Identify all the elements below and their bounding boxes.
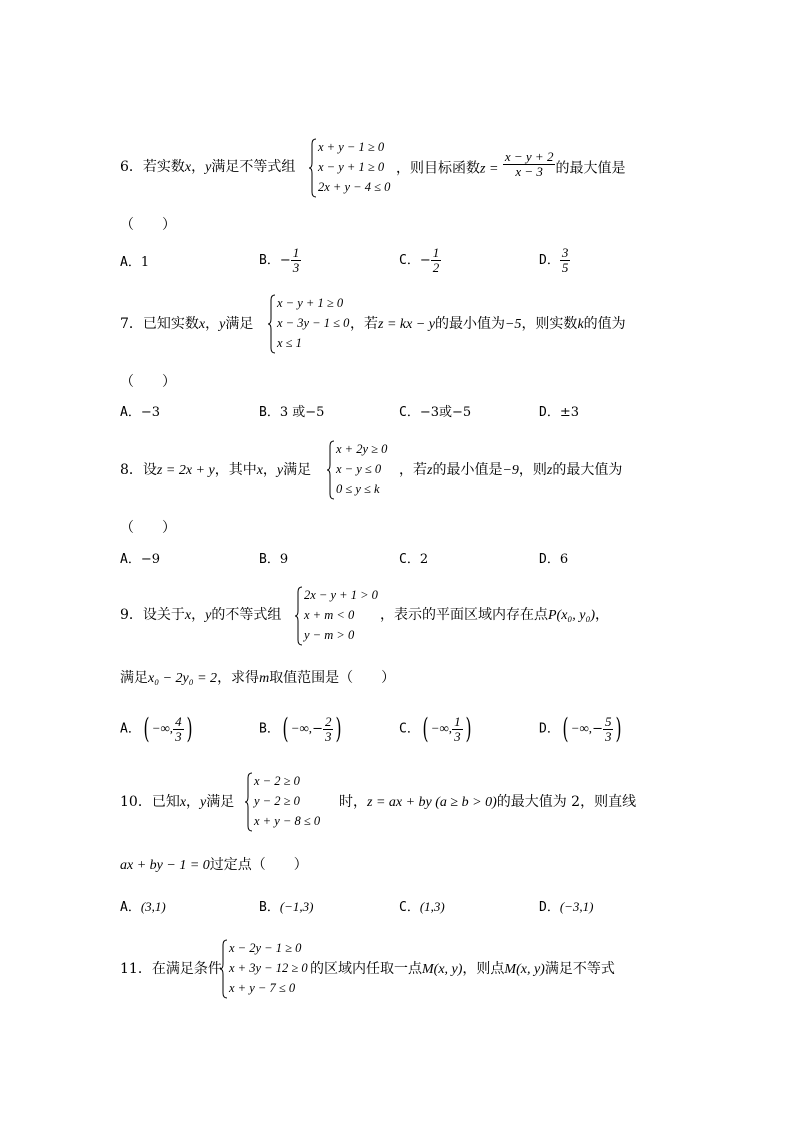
option-b[interactable]: B．9 (259, 552, 289, 567)
option-a[interactable]: A．1 (120, 255, 150, 270)
system-row: x − y + 1 ≥ 0 (277, 296, 344, 310)
q6-stem: 6．若实数x，y满足不等式组 (120, 159, 296, 175)
option-b[interactable]: B．3 或−5 (259, 405, 325, 420)
q7-stem: 7．已知实数x，y满足 (120, 316, 254, 332)
option-b[interactable]: B．( −∞,− $\frac{2}{3}$ ) (259, 712, 342, 745)
q8-stem: 8．设z = 2x + y，其中x，y满足 (120, 462, 312, 478)
q8-stem-2: ，若z的最小值是−9，则z的最大值为 (399, 462, 623, 478)
system-row: x + y − 1 ≥ 0 (318, 140, 385, 154)
answer-blank: （ ） (120, 217, 176, 233)
option-c[interactable]: C．−3或−5 (399, 405, 472, 420)
option-d[interactable]: D．6 (539, 552, 569, 567)
option-d[interactable]: D． $\frac{3}{5}$ (539, 245, 569, 275)
option-c[interactable]: C．2 (399, 552, 429, 567)
option-c[interactable]: C．(1,3) (399, 899, 445, 915)
system-row: x − 2 ≥ 0 (254, 774, 300, 788)
brace-icon (327, 440, 335, 500)
option-b[interactable]: B．− $\frac{1}{3}$ (259, 245, 300, 275)
q9-stem-2: ，表示的平面区域内存在点P(x₀, y₀)， (380, 607, 610, 623)
q11-system (220, 939, 320, 1001)
q9-stem-3: 满足x₀ − 2y₀ = 2，求得m取值范围是（ ） (120, 670, 396, 686)
option-a[interactable]: A．(3,1) (120, 899, 166, 915)
q10-system (245, 772, 335, 834)
system-row: x + m < 0 (304, 608, 355, 622)
option-a[interactable]: A．( −∞, $\frac{4}{3}$ ) (120, 712, 193, 745)
brace-icon (220, 939, 228, 999)
q10-stem-2: 时，z = ax + by (a ≥ b > 0)的最大值为 2，则直线 (325, 794, 637, 810)
system-row: x + 2y ≥ 0 (336, 442, 388, 456)
q9-stem: 9．设关于x，y的不等式组 (120, 607, 282, 623)
objective-fraction: $\frac{x - y + 2}{x - 3}$ (504, 149, 554, 179)
system-row: x + y − 8 ≤ 0 (254, 814, 321, 828)
brace-icon (309, 138, 317, 198)
answer-blank: （ ） (120, 520, 176, 536)
system-row: y − m > 0 (304, 628, 355, 642)
answer-blank: （ ） (120, 374, 176, 390)
q7-stem-2: ，若z = kx − y的最小值为−5，则实数k的值为 (350, 316, 626, 332)
option-d[interactable]: D．( −∞,− $\frac{5}{3}$ ) (539, 712, 622, 745)
system-row: x − y ≤ 0 (336, 462, 382, 476)
q10-stem-3: ax + by − 1 = 0过定点（ ） (120, 857, 308, 873)
q8-system (327, 440, 407, 502)
brace-icon (268, 294, 276, 354)
q6-system (309, 138, 399, 200)
q6-stem-2: ，则目标函数z = $\frac{x - y + 2}{x - 3}$ 的最大值是 (396, 149, 626, 179)
option-c[interactable]: C．( −∞, $\frac{1}{3}$ ) (399, 712, 472, 745)
brace-icon (245, 772, 253, 832)
system-row: x + 3y − 12 ≥ 0 (229, 961, 308, 975)
option-d[interactable]: D．±3 (539, 405, 579, 420)
option-b[interactable]: B．(−1,3) (259, 899, 314, 915)
system-row: x − y + 1 ≥ 0 (318, 160, 385, 174)
option-c[interactable]: C．− $\frac{1}{2}$ (399, 245, 440, 275)
option-d[interactable]: D．(−3,1) (539, 899, 594, 915)
system-row: x − 3y − 1 ≤ 0 (277, 316, 350, 330)
system-row: y − 2 ≥ 0 (254, 794, 300, 808)
q11-stem: 11．在满足条件 (120, 961, 222, 977)
q7-system (268, 294, 358, 356)
q11-stem-2: 的区域内任取一点M(x, y)，则点M(x, y)满足不等式 (310, 961, 615, 977)
option-a[interactable]: A．−3 (120, 405, 160, 420)
system-row: x + y − 7 ≤ 0 (229, 981, 296, 995)
system-row: 0 ≤ y ≤ k (336, 482, 380, 496)
system-row: 2x − y + 1 > 0 (304, 588, 378, 602)
system-row: 2x + y − 4 ≤ 0 (318, 180, 391, 194)
q9-system (295, 586, 385, 648)
q10-stem: 10．已知x，y满足 (120, 794, 235, 810)
system-row: x ≤ 1 (277, 336, 302, 350)
system-row: x − 2y − 1 ≥ 0 (229, 941, 302, 955)
option-a[interactable]: A．−9 (120, 552, 160, 567)
brace-icon (295, 586, 303, 646)
